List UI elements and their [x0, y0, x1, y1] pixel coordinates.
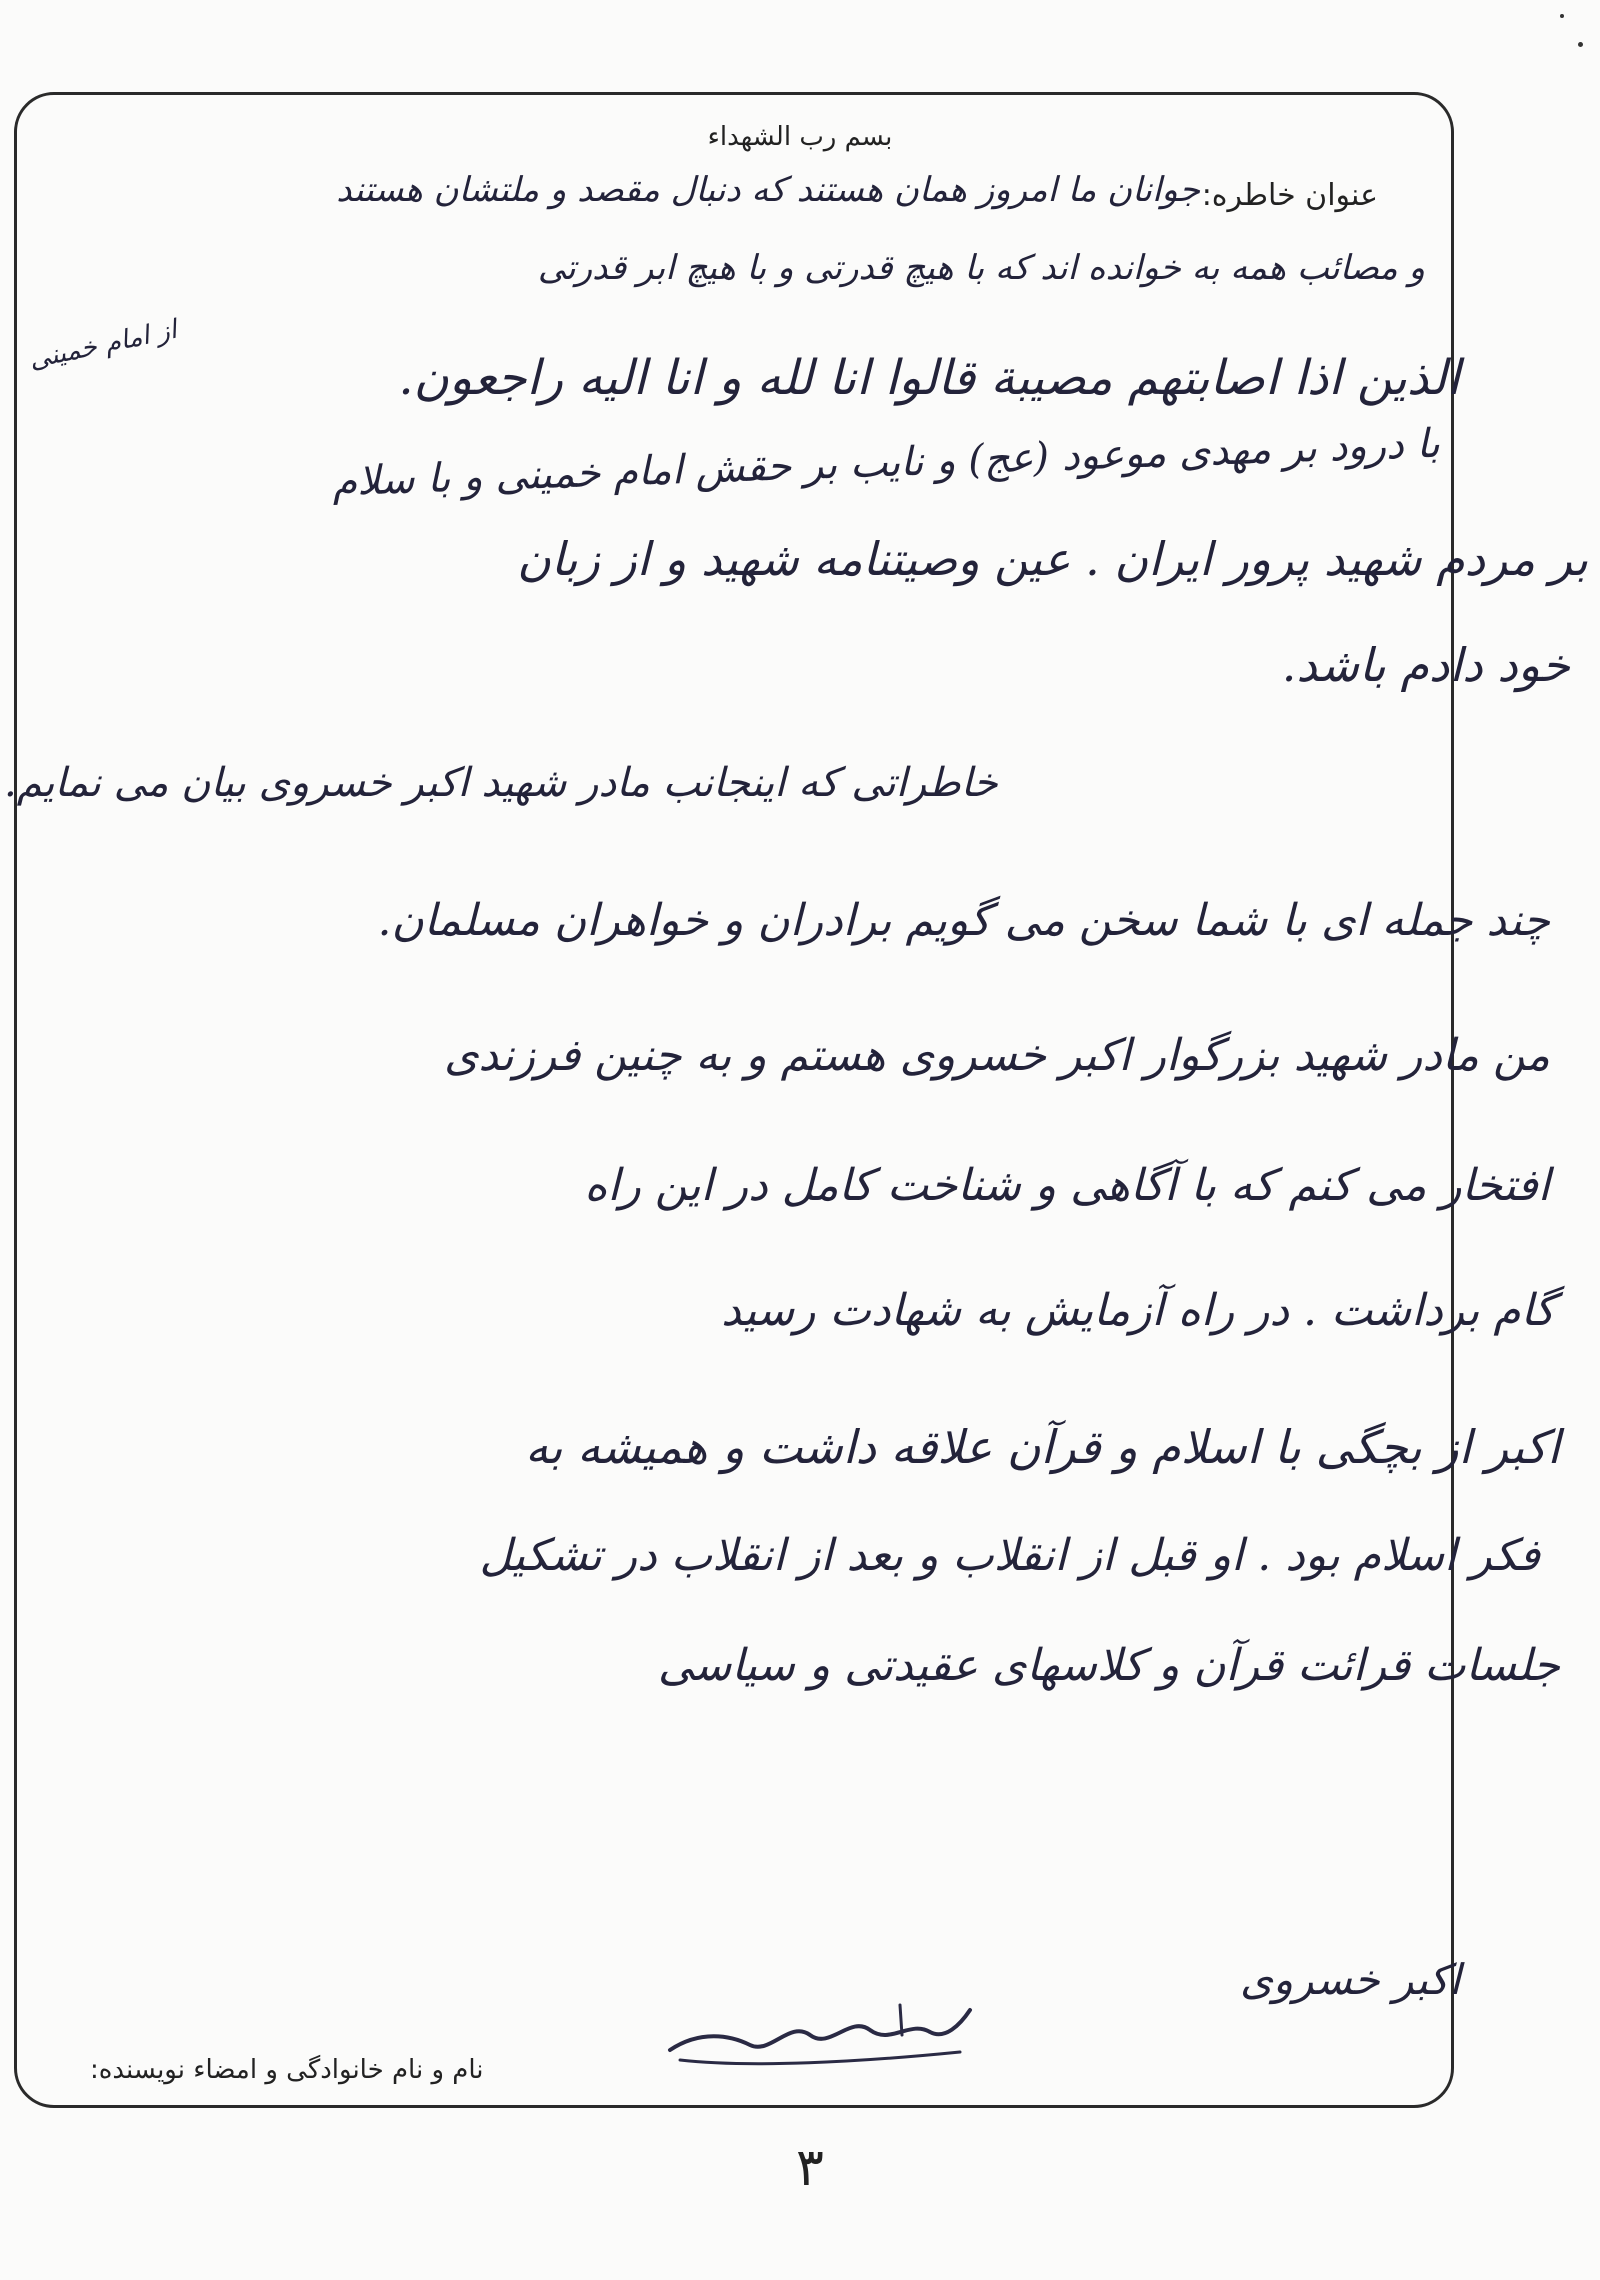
body-line-8: افتخار می کنم که با آگاهی و شناخت کامل در این راه	[584, 1160, 1550, 1211]
stray-dot	[1560, 14, 1564, 18]
page-header-title: بسم رب الشهداء	[707, 122, 893, 152]
body-line-3: بر مردم شهید پرور ایران . عین وصیتنامه شهید و از زبان	[517, 532, 1588, 586]
quote-line-2: و مصائب همه به خوانده اند که با هیچ قدرتی و با هیچ ابر قدرتی	[537, 248, 1425, 288]
page-number: ۳	[796, 2138, 824, 2198]
body-line-1: الذین اذا اصابتهم مصیبة قالوا انا لله و انا الیه راجعون.	[398, 350, 1460, 406]
quote-line-1: جوانان ما امروز همان هستند که دنبال مقصد و ملتشان هستند	[336, 170, 1200, 210]
subject-label: عنوان خاطره:	[1201, 178, 1378, 213]
stray-dot	[1578, 42, 1583, 47]
body-line-11: فکر اسلام بود . او قبل از انقلاب و بعد از انقلاب در تشکیل	[479, 1530, 1540, 1581]
body-line-9: گام برداشت . در راه آزمایش به شهادت رسید	[721, 1285, 1555, 1336]
body-line-5: خاطراتی که اینجانب مادر شهید اکبر خسروی بیان می نمایم.	[4, 760, 998, 806]
body-line-6: چند جمله ای با شما سخن می گویم برادران و خواهران مسلمان.	[377, 895, 1550, 946]
body-line-12: جلسات قرائت قرآن و کلاسهای عقیدتی و سیاسی	[657, 1640, 1560, 1691]
body-line-4: خود دادم باشد.	[1281, 638, 1570, 692]
signature-label: نام و نام خانوادگی و امضاء نویسنده:	[90, 2055, 484, 2085]
body-line-2: با درود بر مهدی موعود (عج) و نایب بر حقش امام خمینی و با سلام	[331, 420, 1441, 506]
quote-attribution: از امام خمینی	[26, 314, 180, 376]
body-line-7: من مادر شهید بزرگوار اکبر خسروی هستم و به چنین فرزندی	[443, 1030, 1550, 1081]
body-line-10: اکبر از بچگی با اسلام و قرآن علاقه داشت و همیشه به	[525, 1420, 1560, 1474]
signature-name: اکبر خسروی	[1240, 1955, 1461, 2004]
